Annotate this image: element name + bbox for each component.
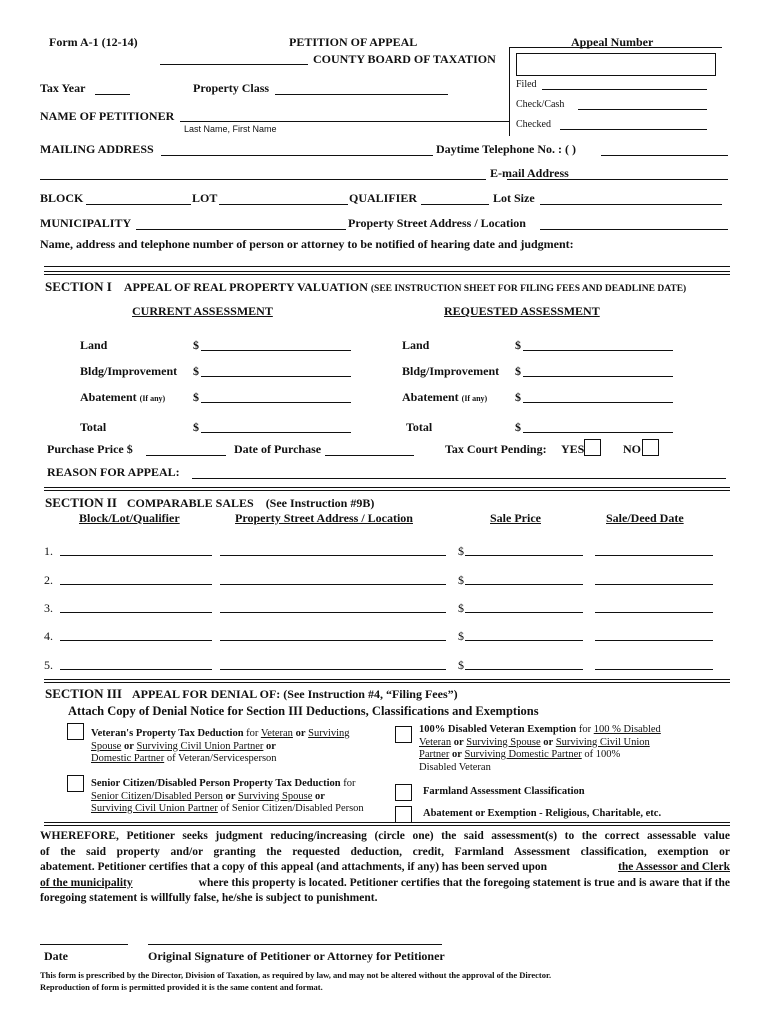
current-abatement-field[interactable] [201,402,351,403]
for-word: for [246,728,259,739]
tax-year-field[interactable] [95,94,130,95]
petitioner-name-field[interactable] [180,121,510,122]
partner-text: Partner [419,749,450,760]
checked-field[interactable] [560,129,707,130]
requested-land-label: Land [402,338,430,352]
spouse-text: Spouse [91,740,122,752]
property-class-label: Property Class [193,81,270,95]
or-word: or [266,740,276,752]
farmland-label: Farmland Assessment Classification [423,786,585,797]
appeal-number-field[interactable] [516,53,716,76]
wherefore-line [40,860,730,876]
check-cash-label: Check/Cash [516,99,565,110]
section-3-instruction: (See Instruction #4, “Filing Fees”) [283,687,458,701]
dollar-sign: $ [515,390,521,404]
section-2-heading [45,495,374,511]
date-label: Date [44,949,68,963]
current-assessment-header: CURRENT ASSESSMENT [132,304,273,318]
mailing-address-line2-field[interactable] [40,179,486,180]
or-word: or [225,790,236,802]
county-board-label: COUNTY BOARD OF TAXATION [313,52,496,66]
veteran-deduction-checkbox[interactable] [67,723,84,740]
wherefore-line: WHEREFORE, Petitioner seeks judgment reducing/increasing (circle one) the said assessment(s) to the correct assessable value [40,830,730,842]
purchase-price-label: Purchase Price $ [47,442,133,456]
for-word: for [343,778,356,789]
farmland-checkbox[interactable] [395,784,412,801]
section-3-title: APPEAL FOR DENIAL OF: [131,687,281,701]
dollar-sign: $ [193,364,199,378]
section-1-label: SECTION I [45,279,112,294]
purchase-price-field[interactable] [146,455,226,456]
or-word: or [543,736,554,748]
tax-court-yes-checkbox[interactable] [584,439,601,456]
section-3-label: SECTION III [45,686,122,701]
comparable-date-field[interactable] [595,584,713,585]
requested-abatement-field[interactable] [523,402,673,403]
dollar-sign: $ [193,420,199,434]
appeal-number-label: Appeal Number [571,35,654,49]
disabled-veteran-option [419,724,661,774]
qualifier-field[interactable] [421,204,489,205]
senior-deduction-checkbox[interactable] [67,775,84,792]
domestic-partner-text: Domestic Partner [91,753,165,764]
comparable-block-field[interactable] [60,555,212,556]
comparable-address-field[interactable] [220,669,446,670]
civil-union-text: Surviving Civil Union Partner [91,803,218,814]
property-street-field[interactable] [540,229,728,230]
or-word: or [295,728,306,739]
comparable-address-field[interactable] [220,584,446,585]
form-id: Form A-1 (12-14) [49,35,138,49]
section-3-heading [45,686,458,702]
comparable-address-field[interactable] [220,612,446,613]
disabled-veteran-text: Disabled Veteran [419,761,491,773]
disabled-veteran-checkbox[interactable] [395,726,412,743]
current-abatement-label [80,390,165,405]
for-word: for [578,724,592,735]
requested-bldg-label: Bldg/Improvement [402,364,500,378]
comparable-block-field[interactable] [60,584,212,585]
section-1-note: (SEE INSTRUCTION SHEET FOR FILING FEES AND DEADLINE DATE) [370,284,687,294]
divider [44,679,730,683]
county-name-field[interactable] [160,64,308,65]
petitioner-name-hint: Last Name, First Name [184,124,277,134]
comparable-block-field[interactable] [60,640,212,641]
property-class-field[interactable] [275,94,448,95]
lot-field[interactable] [219,204,348,205]
wherefore-text: abatement. Petitioner certifies that a copy of this appeal (and attachments, if any) has been served upon [40,861,548,873]
notify-field[interactable] [44,266,730,267]
comparable-address-field[interactable] [220,555,446,556]
attach-denial-note: Attach Copy of Denial Notice for Section III Deductions, Classifications and Exemptions [68,704,539,718]
civil-union-text: Surviving Civil Union [555,736,650,748]
municipality-text: of the municipality [40,876,133,889]
comparable-row-number: 1. [44,544,53,558]
civil-union-text: Surviving Civil Union Partner [136,740,264,752]
filed-label: Filed [516,79,537,90]
comparable-date-field[interactable] [595,669,713,670]
senior-title: Senior Citizen/Disabled Person Property Tax Deduction [91,778,341,789]
comparable-price-field[interactable] [465,612,583,613]
abatement-text: Abatement [402,390,459,404]
surviving-text: Surviving [308,728,350,739]
or-word: or [315,790,325,802]
dollar-sign: $ [193,390,199,404]
veteran-title: Veteran's Property Tax Deduction [91,728,244,739]
comparable-address-field[interactable] [220,640,446,641]
footer-line-1: This form is prescribed by the Director, Division of Taxation, as required by law, and may not be altered without the approval of the Director. [40,970,552,980]
comparable-row-number: 5. [44,658,53,672]
section-2-title: COMPARABLE SALES [126,496,254,510]
checked-label: Checked [516,119,551,130]
reason-label: REASON FOR APPEAL: [47,465,180,479]
current-total-label: Total [80,420,107,434]
tax-court-no-label: NO [623,442,641,456]
reason-field[interactable] [192,478,726,479]
comparable-date-field[interactable] [595,555,713,556]
municipality-field[interactable] [136,229,346,230]
tax-court-no-checkbox[interactable] [642,439,659,456]
if-any-note: (If any) [461,394,488,403]
block-field[interactable] [86,204,191,205]
if-any-note: (If any) [139,394,166,403]
abatement-exemption-label: Abatement or Exemption - Religious, Charitable, etc. [423,808,662,819]
block-label: BLOCK [40,191,84,205]
dollar-sign: $ [193,338,199,352]
mailing-address-label: MAILING ADDRESS [40,142,154,156]
dollar-sign: $ [458,544,464,558]
dollar-sign: $ [458,573,464,587]
daytime-phone-label: Daytime Telephone No. : ( ) [436,142,576,156]
dollar-sign: $ [458,658,464,672]
tax-year-label: Tax Year [40,81,86,95]
comparable-row-number: 4. [44,629,53,643]
lot-size-label: Lot Size [493,191,535,205]
check-cash-field[interactable] [578,109,707,110]
requested-total-field[interactable] [523,432,673,433]
section-2-label: SECTION II [45,495,117,510]
date-signature-field[interactable] [40,944,128,945]
current-bldg-label: Bldg/Improvement [80,364,178,378]
mailing-address-field[interactable] [161,155,433,156]
comparable-row-number: 3. [44,601,53,615]
filed-field[interactable] [542,89,707,90]
veteran-deduction-option [91,728,350,766]
comparable-row-number: 2. [44,573,53,587]
municipality-label: MUNICIPALITY [40,216,132,230]
percent-text: of 100% [584,749,621,760]
tax-court-yes-label: YES [561,442,585,456]
dollar-sign: $ [515,420,521,434]
lot-size-field[interactable] [540,204,722,205]
tax-court-label: Tax Court Pending: [445,442,547,456]
section-1-title: APPEAL OF REAL PROPERTY VALUATION [123,280,368,294]
wherefore-line: of the said property and/or granting the requested deduction, credit, Farmland Assessment classification, exemption or [40,845,730,858]
col-price-header: Sale Price [490,511,541,525]
col-date-header: Sale/Deed Date [606,511,684,525]
or-word: or [123,740,134,752]
veteran-link: Veteran [419,736,452,748]
requested-abatement-label [402,390,487,405]
lot-label: LOT [192,191,218,205]
notify-note: Name, address and telephone number of person or attorney to be notified of hearing date and judgment: [40,237,574,251]
domestic-partner-text: Surviving Domestic Partner [464,749,582,760]
requested-bldg-field[interactable] [523,376,673,377]
requested-assessment-header: REQUESTED ASSESSMENT [444,304,600,318]
current-land-field[interactable] [201,350,351,351]
col-address-header: Property Street Address / Location [235,511,413,525]
assessor-clerk-text: the Assessor and Clerk [618,861,730,873]
veteran-link: Veteran [260,728,293,739]
comparable-block-field[interactable] [60,612,212,613]
date-of-purchase-label: Date of Purchase [234,442,322,456]
divider [44,487,730,491]
dollar-sign: $ [515,338,521,352]
comparable-price-field[interactable] [465,640,583,641]
requested-land-field[interactable] [523,350,673,351]
comparable-date-field[interactable] [595,640,713,641]
comparable-date-field[interactable] [595,612,713,613]
current-bldg-field[interactable] [201,376,351,377]
divider [44,822,730,826]
current-total-field[interactable] [201,432,351,433]
senior-person-suffix: of Senior Citizen/Disabled Person [220,803,364,814]
comparable-price-field[interactable] [465,555,583,556]
date-of-purchase-field[interactable] [325,455,414,456]
dollar-sign: $ [458,629,464,643]
disabled-title: 100% Disabled Veteran Exemption [419,724,577,735]
surviving-spouse-text: Surviving Spouse [238,790,313,802]
senior-deduction-option [91,778,364,816]
property-street-label: Property Street Address / Location [348,216,526,230]
comparable-price-field[interactable] [465,669,583,670]
or-word: or [453,736,464,748]
comparable-price-field[interactable] [465,584,583,585]
wherefore-line: foregoing statement is willfully false, he/she is subject to punishment. [40,892,378,904]
email-field[interactable] [507,179,728,180]
senior-person-text: Senior Citizen/Disabled Person [91,790,223,802]
comparable-block-field[interactable] [60,669,212,670]
abatement-exemption-checkbox[interactable] [395,806,412,823]
divider [44,271,730,275]
wherefore-paragraph [40,829,730,907]
section-1-heading [45,279,686,295]
wherefore-text: where this property is located. Petitioner certifies that the foregoing statement is true and is aware that if the [198,876,730,889]
surviving-spouse-text: Surviving Spouse [466,736,541,748]
section-2-instruction: (See Instruction #9B) [265,496,375,510]
qualifier-label: QUALIFIER [349,191,418,205]
col-block-header: Block/Lot/Qualifier [79,511,180,525]
disabled-percent-text: 100 % Disabled [593,724,661,735]
dollar-sign: $ [515,364,521,378]
abatement-text: Abatement [80,390,137,404]
petitioner-signature-field[interactable] [148,944,442,945]
petitioner-name-label: NAME OF PETITIONER [40,109,175,123]
or-word: or [451,749,462,760]
servicesperson-text: of Veteran/Servicesperson [166,753,277,764]
current-land-label: Land [80,338,108,352]
form-title: PETITION OF APPEAL [289,35,418,49]
daytime-phone-field[interactable] [601,155,728,156]
email-label: E-mail Address [490,166,569,180]
footer-line-2: Reproduction of form is permitted provided it is the same content and format. [40,982,323,992]
signature-label: Original Signature of Petitioner or Attorney for Petitioner [148,949,445,963]
wherefore-line [40,876,730,892]
requested-total-label: Total [406,420,433,434]
dollar-sign: $ [458,601,464,615]
